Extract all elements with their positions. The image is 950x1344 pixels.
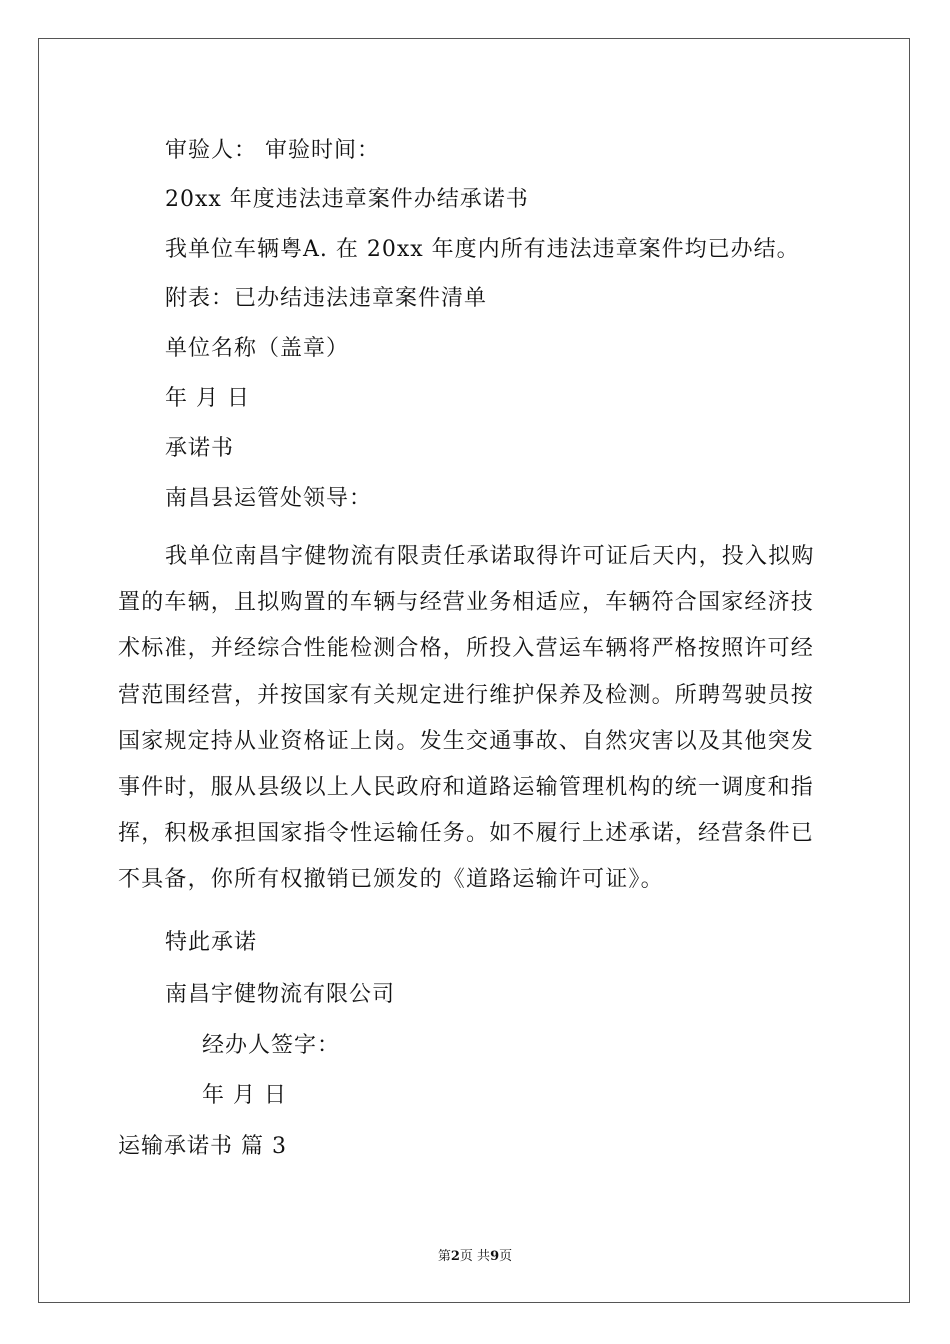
date-line-1: 年 月 日	[165, 386, 250, 411]
total-pages-number: 9	[490, 1249, 500, 1264]
addressee-line: 南昌县运管处领导：	[165, 486, 373, 511]
paragraph-line: 不具备，你所有权撤销已颁发的《道路运输许可证》。	[118, 867, 664, 893]
inspector-line: 审验人： 审验时间：	[165, 138, 380, 163]
current-page-number: 2	[450, 1249, 460, 1264]
signature-line: 经办人签字：	[202, 1033, 341, 1058]
footer-page-unit: 页 共	[459, 1249, 491, 1264]
footer-prefix: 第	[437, 1249, 451, 1264]
paragraph-line: 事件时，服从县级以上人民政府和道路运输管理机构的统一调度和指	[118, 774, 815, 800]
vehicle-statement: 我单位车辆粤A. 在 20xx 年度内所有违法违章案件均已办结。	[165, 237, 800, 262]
paragraph-line: 置的车辆，且拟购置的车辆与经营业务相适应，车辆符合国家经济技	[118, 590, 815, 616]
paragraph-line: 国家规定持从业资格证上岗。发生交通事故、自然灾害以及其他突发	[118, 728, 815, 754]
paragraph-line: 挥，积极承担国家指令性运输任务。如不履行上述承诺，经营条件已	[118, 821, 815, 847]
attachment-line: 附表：已办结违法违章案件清单	[165, 286, 488, 311]
commitment-title: 20xx 年度违法违章案件办结承诺书	[165, 187, 529, 212]
commitment-body-paragraph	[118, 534, 838, 904]
date-line-2: 年 月 日	[202, 1083, 287, 1108]
section-title: 运输承诺书 篇 3	[118, 1134, 287, 1159]
footer-total-unit: 页	[499, 1249, 513, 1264]
paragraph-line: 营范围经营，并按国家有关规定进行维护保养及检测。所聘驾驶员按	[118, 682, 815, 708]
paragraph-line: 术标准，并经综合性能检测合格，所投入营运车辆将严格按照许可经	[118, 636, 815, 662]
paragraph-line: 我单位南昌宇健物流有限责任承诺取得许可证后天内，投入拟购	[165, 544, 815, 569]
company-name: 南昌宇健物流有限公司	[165, 982, 396, 1007]
unit-name-seal: 单位名称（盖章）	[165, 336, 350, 361]
hereby-commit: 特此承诺	[165, 930, 258, 955]
page-footer	[0, 1248, 950, 1266]
commitment-heading: 承诺书	[165, 436, 235, 461]
